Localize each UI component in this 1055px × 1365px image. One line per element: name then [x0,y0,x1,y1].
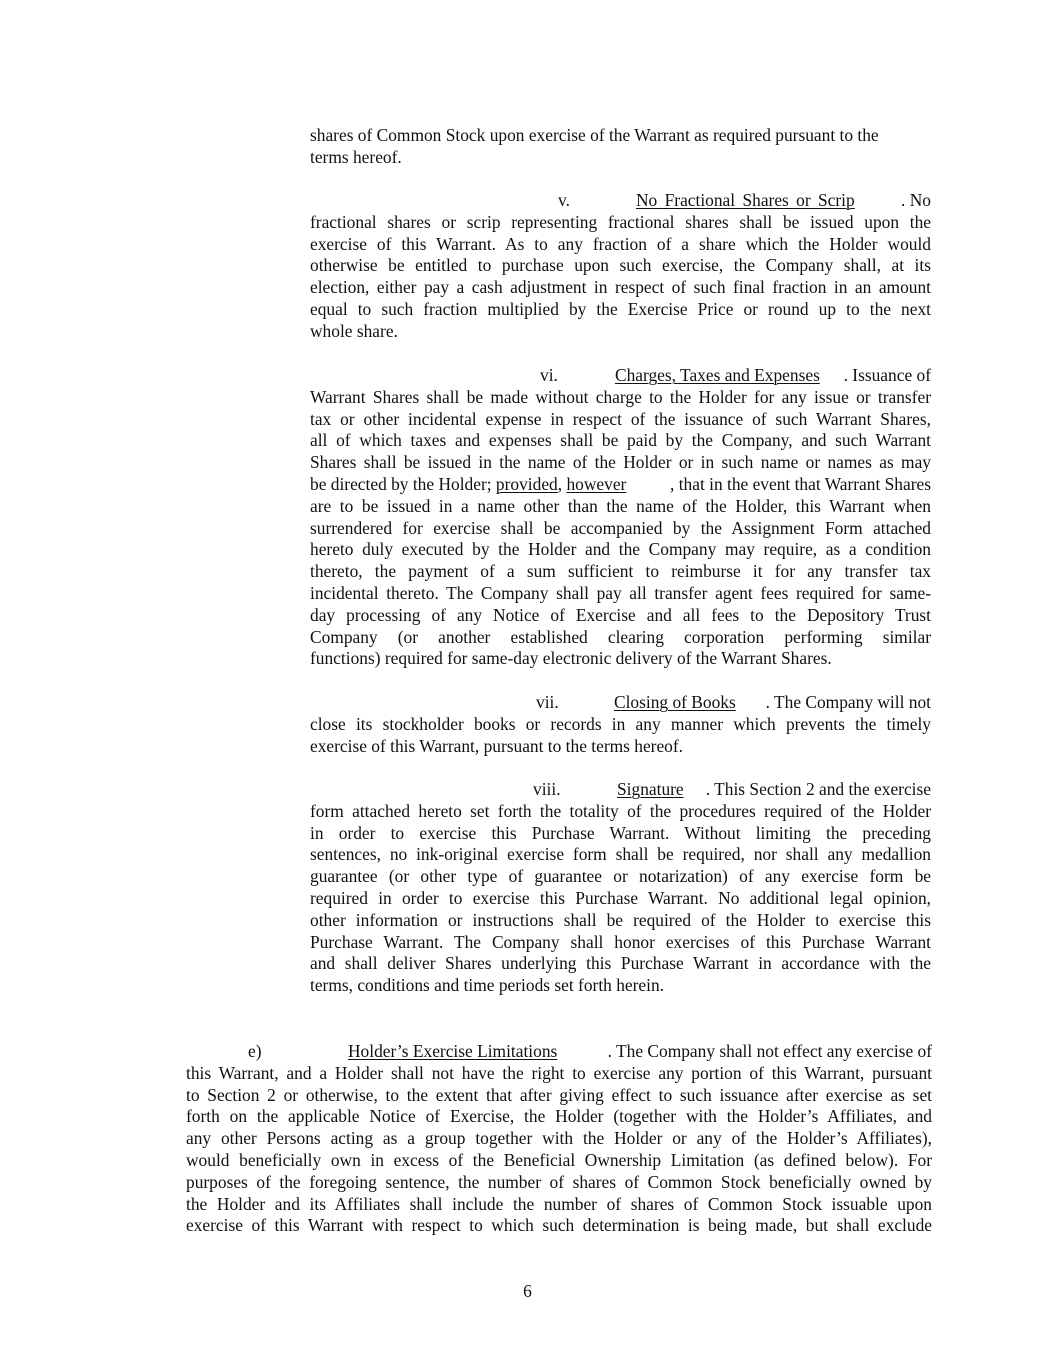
paragraph-line: shares of Common Stock upon exercise of the Warrant as required pursuant to the [310,125,879,145]
section-heading-line [310,365,931,387]
paragraph-line: exercise of this Warrant, pursuant to the terms hereof. [310,735,684,756]
section-heading-line [310,692,931,714]
paragraph-line: fractional shares or scrip representing fractional shares shall be issued upon the [310,211,931,232]
paragraph-line: Purchase Warrant. The Company shall honor exercises of this Purchase Warrant [310,931,931,952]
section-viii-paragraph [310,779,931,997]
paragraph-line: and shall deliver Shares underlying this Purchase Warrant in accordance with the [310,953,931,974]
section-numeral: e) [248,1041,262,1061]
page-number: 6 [523,1281,532,1301]
section-lead-text: . Issuance of [843,365,931,385]
section-heading: Signature [617,779,684,799]
section-numeral: vi. [540,365,558,385]
section-e-paragraph [186,1041,932,1237]
paragraph-line: forth on the applicable Notice of Exercise, the Holder (together with the Holder’s Affiliates, and [186,1106,932,1127]
however-term: however [566,473,627,494]
paragraph-line: tax or other incidental expense in respect of the issuance of such Warrant Shares, [310,408,931,429]
intro-paragraph [310,125,928,169]
section-numeral: viii. [533,779,561,799]
paragraph-line: form attached hereto set forth the totality of the procedures required of the Holder [310,800,931,821]
paragraph-line: in order to exercise this Purchase Warrant. Without limiting the preceding [310,822,931,843]
section-heading: Charges, Taxes and Expenses [615,365,820,385]
paragraph-line: exercise of this Warrant with respect to which such determination is being made, but shall exclude [186,1215,932,1236]
paragraph-line: any other Persons acting as a group together with the Holder or any of the Holder’s Affiliates), [186,1128,932,1149]
section-heading: Closing of Books [614,692,736,712]
paragraph-line: whole share. [310,320,398,341]
paragraph-line: surrendered for exercise shall be accompanied by the Assignment Form attached [310,517,931,538]
section-vi-paragraph [310,365,931,670]
paragraph-line: purposes of the foregoing sentence, the number of shares of Common Stock beneficially owned by [186,1171,932,1192]
paragraph-line: otherwise be entitled to purchase upon such exercise, the Company shall, at its [310,255,931,276]
paragraph-line: terms hereof. [310,146,402,167]
provided-term: provided [495,473,558,494]
provided-however-line [310,474,931,496]
section-lead-text: . The Company will not [765,692,931,712]
paragraph-line: day processing of any Notice of Exercise and all fees to the Depository Trust [310,604,931,625]
paragraph-line: all of which taxes and expenses shall be paid by the Company, and such Warrant [310,430,931,451]
section-lead-text: . The Company shall not effect any exercise of [607,1041,932,1061]
paragraph-line: Warrant Shares shall be made without charge to the Holder for any issue or transfer [310,386,931,407]
paragraph-line: required in order to exercise this Purchase Warrant. No additional legal opinion, [310,887,931,908]
section-lead-text: . This Section 2 and the exercise [705,779,931,799]
section-heading-line [310,779,931,801]
paragraph-line: equal to such fraction multiplied by the Exercise Price or round up to the next [310,298,931,319]
section-numeral: vii. [536,692,559,712]
paragraph-line: incidental thereto. The Company shall pay all transfer agent fees required for same- [310,582,931,603]
section-vii-paragraph [310,692,931,757]
paragraph-line: hereto duly executed by the Holder and the Company may require, as a condition [310,539,931,560]
section-numeral: v. [558,190,570,210]
section-heading: Holder’s Exercise Limitations [348,1041,558,1061]
paragraph-line: close its stockholder books or records in any manner which prevents the timely [310,713,931,734]
paragraph-line: election, either pay a cash adjustment in respect of such final fraction in an amount [310,277,931,298]
paragraph-line: functions) required for same-day electronic delivery of the Warrant Shares. [310,648,832,669]
section-heading-line [186,1041,932,1063]
section-v-paragraph [310,190,931,343]
paragraph-line: to Section 2 or otherwise, to the extent that after giving effect to such issuance after exercise as set [186,1084,932,1105]
paragraph-text: , that in the event that Warrant Shares [670,473,931,494]
paragraph-line: Company (or another established clearing corporation performing similar [310,626,931,647]
paragraph-line: guarantee (or other type of guarantee or notarization) of any exercise form be [310,866,931,887]
paragraph-line: Shares shall be issued in the name of the Holder or in such name or names as may [310,452,931,473]
paragraph-line: other information or instructions shall be required of the Holder to exercise this [310,909,931,930]
section-lead-text: . No [901,190,931,210]
section-heading: No Fractional Shares or Scrip [636,190,855,210]
paragraph-line: thereto, the payment of a sum sufficient to reimburse it for any transfer tax [310,561,931,582]
paragraph-line: exercise of this Warrant. As to any fraction of a share which the Holder would [310,233,931,254]
paragraph-line: would beneficially own in excess of the Beneficial Ownership Limitation (as defined below). For [186,1149,932,1170]
section-heading-line [310,190,931,212]
paragraph-line: sentences, no ink-original exercise form shall be required, nor shall any medallion [310,844,931,865]
paragraph-line: this Warrant, and a Holder shall not have the right to exercise any portion of this Warrant, pursuant [186,1062,932,1083]
paragraph-text: , [557,473,567,494]
paragraph-text: be directed by the Holder; [310,473,496,494]
paragraph-line: the Holder and its Affiliates shall include the number of shares of Common Stock issuable upon [186,1193,932,1214]
paragraph-line: terms, conditions and time periods set forth herein. [310,975,665,996]
paragraph-line: are to be issued in a name other than the name of the Holder, this Warrant when [310,495,931,516]
